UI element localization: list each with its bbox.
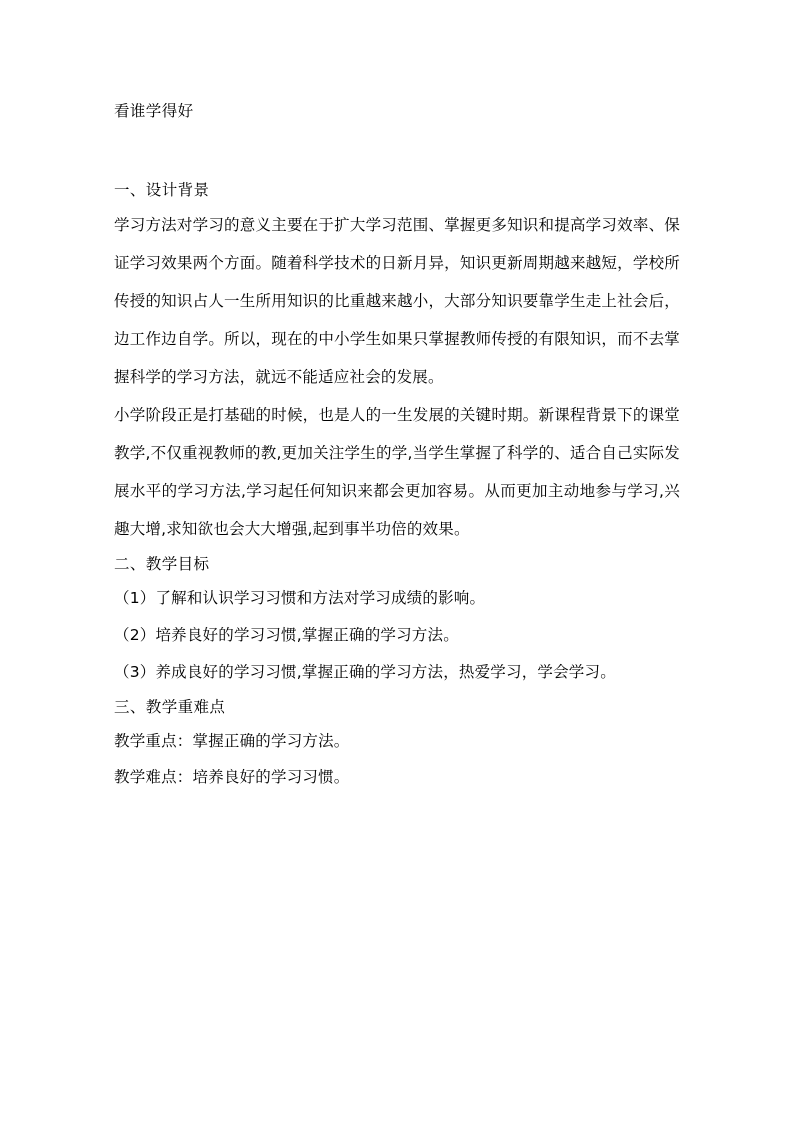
page-title: 看谁学得好 xyxy=(114,102,194,120)
paragraph-primary-school-stage: 小学阶段正是打基础的时候，也是人的一生发展的关键时期。新课程背景下的课堂教学,不仅重视教师的教,更加关注学生的学,当学生掌握了科学的、适合自己实际发展水平的学习方法,学习起任何知识来都会更加容易。从而更加主动地参与学习,兴趣大增,求知欲也会大大增强,起到事半功倍的效果。 xyxy=(114,406,680,538)
section-heading-key-difficulties: 三、教学重难点 xyxy=(114,698,226,716)
paragraph-learning-method-significance: 学习方法对学习的意义主要在于扩大学习范围、掌握更多知识和提高学习效率、保证学习效果两个方面。随着科学技术的日新月异，知识更新周期越来越短，学校所传授的知识占人一生所用知识的比重越来越小，大部分知识要靠学生走上社会后，边工作边自学。所以，现在的中小学生如果只掌握教师传授的有限知识，而不去掌握科学的学习方法，就远不能适应社会的发展。 xyxy=(114,216,680,386)
section-heading-design-background: 一、设计背景 xyxy=(114,181,210,199)
section-heading-teaching-objectives: 二、教学目标 xyxy=(114,555,210,573)
line-teaching-difficulty: 教学难点：培养良好的学习习惯。 xyxy=(114,768,350,786)
list-item-objective-1: （1）了解和认识学习习惯和方法对学习成绩的影响。 xyxy=(114,589,486,607)
list-item-objective-2: （2）培养良好的学习习惯,掌握正确的学习方法。 xyxy=(114,626,459,644)
line-teaching-key-point: 教学重点：掌握正确的学习方法。 xyxy=(114,732,350,750)
document-body xyxy=(114,96,680,795)
list-item-objective-3: （3）养成良好的学习习惯,掌握正确的学习方法，热爱学习，学会学习。 xyxy=(114,663,616,681)
